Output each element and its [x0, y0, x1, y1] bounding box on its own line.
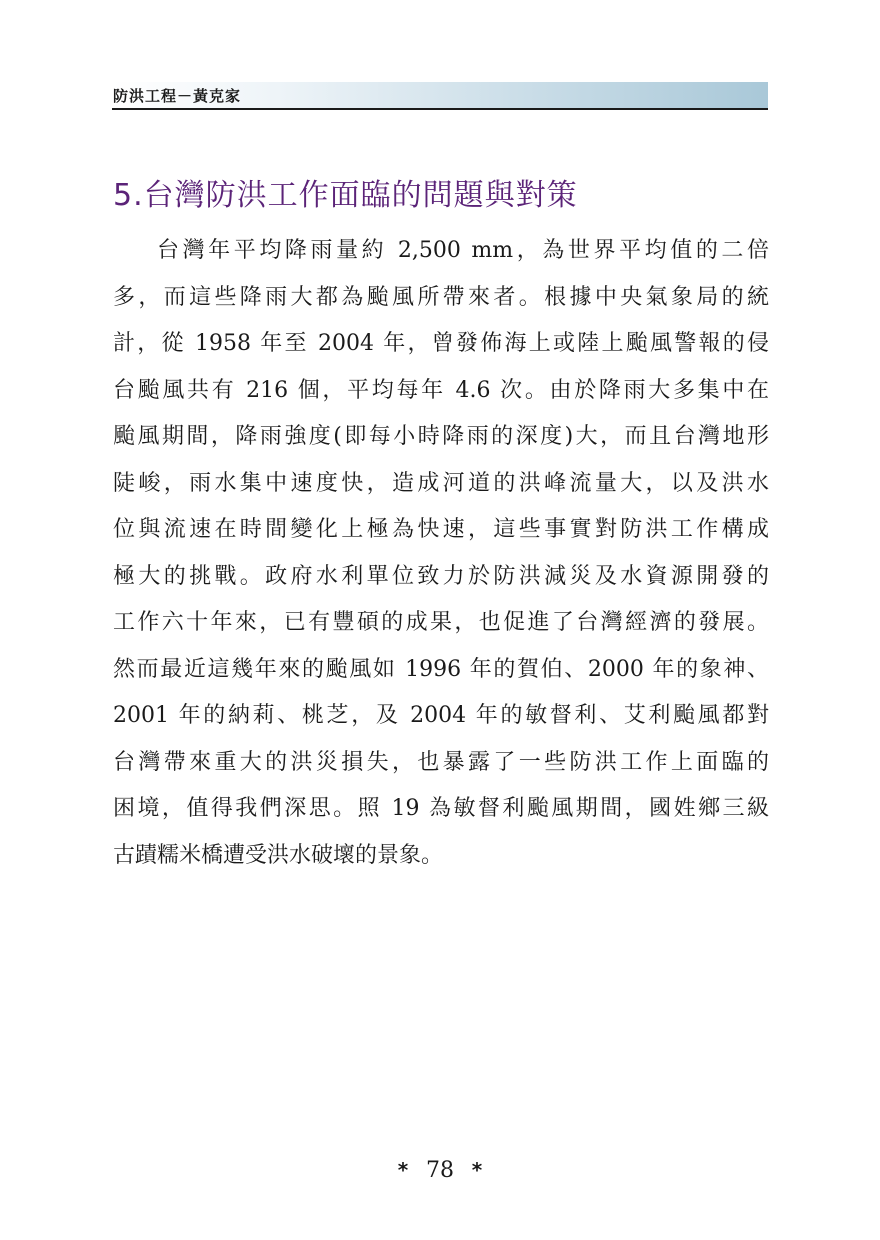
- paragraph-line: 颱風期間，降雨強度(即每小時降雨的深度)大，而且台灣地形: [113, 424, 769, 449]
- paragraph-line: 台灣年平均降雨量約 2,500 mm，為世界平均值的二倍: [157, 238, 769, 263]
- page-number: 78: [426, 1158, 454, 1183]
- running-header: 防洪工程－黃克家: [113, 87, 242, 105]
- paragraph-line: 位與流速在時間變化上極為快速，這些事實對防洪工作構成: [113, 517, 769, 542]
- paragraph-line: 台灣帶來重大的洪災損失，也暴露了一些防洪工作上面臨的: [113, 749, 769, 775]
- paragraph-line: 陡峻，雨水集中速度快，造成河道的洪峰流量大，以及洪水: [113, 470, 769, 496]
- paragraph-line: 計，從 1958 年至 2004 年，曾發佈海上或陸上颱風警報的侵: [113, 331, 769, 356]
- paragraph-line: 多，而這些降雨大都為颱風所帶來者。根據中央氣象局的統: [113, 284, 769, 310]
- paragraph-line: 2001 年的納莉、桃芝，及 2004 年的敏督利、艾利颱風都對: [113, 703, 769, 728]
- section-title: 5.台灣防洪工作面臨的問題與對策: [113, 178, 578, 213]
- footer-star-right: *: [471, 1158, 483, 1182]
- body-paragraph: [113, 228, 769, 879]
- paragraph-line: 然而最近這幾年來的颱風如 1996 年的賀伯、2000 年的象神、: [113, 656, 769, 682]
- footer-star-left: *: [397, 1158, 409, 1182]
- paragraph-line: 極大的挑戰。政府水利單位致力於防洪減災及水資源開發的: [113, 563, 769, 589]
- paragraph-line: 困境，值得我們深思。照 19 為敏督利颱風期間，國姓鄉三級: [113, 796, 769, 821]
- paragraph-line: 古蹟糯米橋遭受洪水破壞的景象。: [113, 842, 444, 868]
- paragraph-line: 工作六十年來，已有豐碩的成果，也促進了台灣經濟的發展。: [113, 610, 769, 635]
- page-footer: [0, 1158, 880, 1183]
- paragraph-line: 台颱風共有 216 個，平均每年 4.6 次。由於降雨大多集中在: [113, 377, 769, 403]
